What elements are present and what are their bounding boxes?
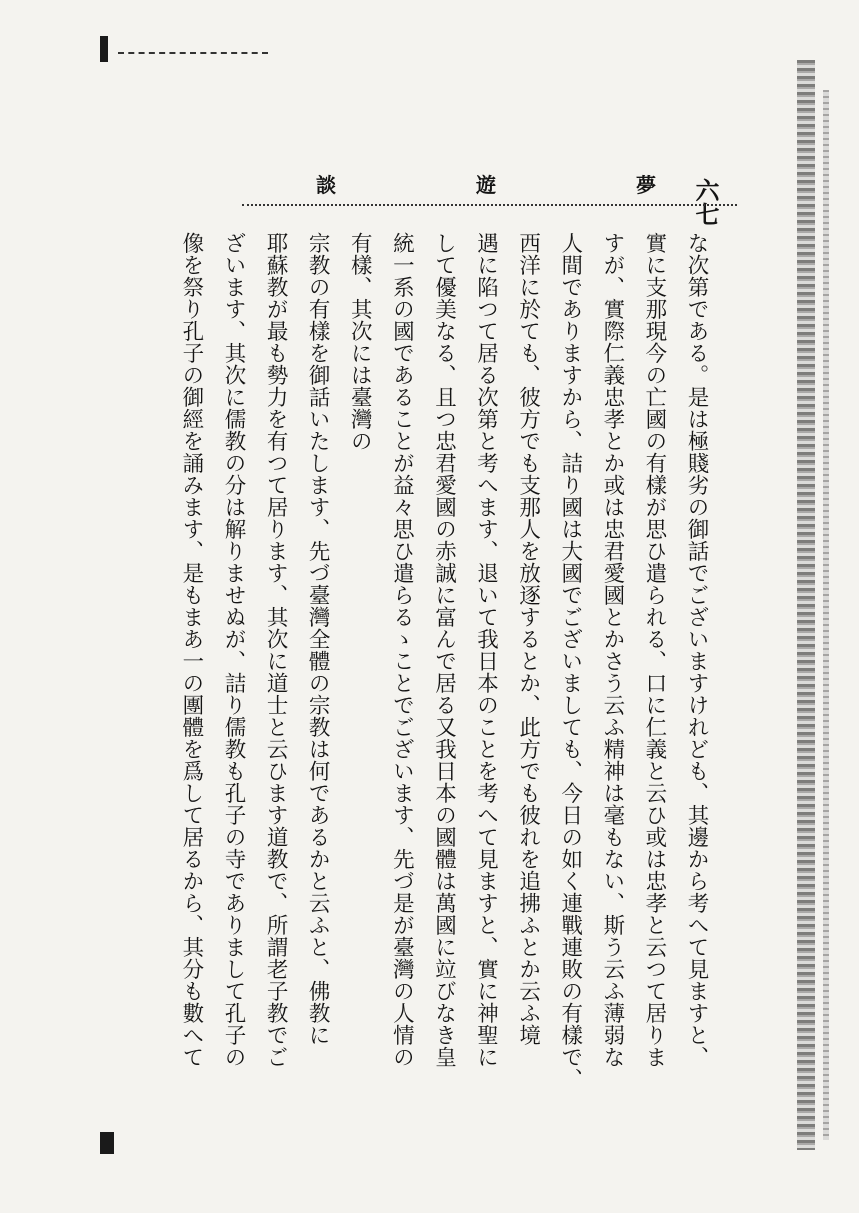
text-line: 遇に陷つて居る次第と考へます、退いて我日本のことを考へて見ますと、實に神聖に bbox=[473, 232, 499, 1068]
running-title bbox=[316, 168, 656, 198]
text-line: 耶蘇教が最も勢力を有つて居ります、其次に道士と云ひます道教で、所謂老子教でご bbox=[263, 232, 289, 1068]
text-line: 像を祭り孔子の御經を誦みます、是もまあ一の團體を爲して居るから、其分も數へて bbox=[178, 232, 204, 1068]
running-title-char: 遊 bbox=[476, 172, 496, 197]
top-corner-mark bbox=[100, 36, 108, 62]
text-line: 實に支那現今の亡國の有樣が思ひ遣られる、口に仁義と云ひ或は忠孝と云つて居りま bbox=[641, 232, 667, 1068]
running-title-char: 夢 bbox=[636, 172, 656, 197]
text-line: 有樣、其次には臺灣の bbox=[347, 232, 373, 452]
header-rule bbox=[242, 204, 737, 206]
scan-edge-shadow bbox=[797, 60, 815, 1150]
page-number: 六七 bbox=[691, 178, 720, 226]
top-dashed-line bbox=[118, 52, 268, 54]
text-line: 人間でありますから、詰り國は大國でございましても、今日の如く連戰連敗の有樣で、 bbox=[557, 232, 583, 1090]
body-text bbox=[180, 232, 707, 1112]
text-line: ざいます、其次に儒教の分は解りませぬが、詰り儒教も孔子の寺でありまして孔子の bbox=[220, 232, 246, 1068]
running-title-char: 談 bbox=[316, 172, 336, 197]
text-line: 統一系の國であることが益々思ひ遣らるゝことでございます、先づ是が臺灣の人情の bbox=[389, 232, 415, 1068]
text-line: して優美なる、且つ忠君愛國の赤誠に富んで居る又我日本の國體は萬國に竝びなき皇 bbox=[431, 232, 457, 1068]
text-line: すが、實際仁義忠孝とか或は忠君愛國とかさう云ふ精神は毫もない、斯う云ふ薄弱な bbox=[599, 232, 625, 1068]
scan-edge-noise bbox=[823, 90, 829, 1140]
bottom-corner-mark bbox=[100, 1132, 114, 1154]
text-line: 西洋に於ても、彼方でも支那人を放逐するとか、此方でも彼れを追拂ふとか云ふ境 bbox=[515, 232, 541, 1046]
text-line: 宗教の有樣を御話いたします、先づ臺灣全體の宗教は何であるかと云ふと、佛教に bbox=[305, 232, 331, 1046]
text-line: な次第である。是は極賤劣の御話でございますけれども、其邊から考へて見ますと、 bbox=[684, 232, 709, 1068]
